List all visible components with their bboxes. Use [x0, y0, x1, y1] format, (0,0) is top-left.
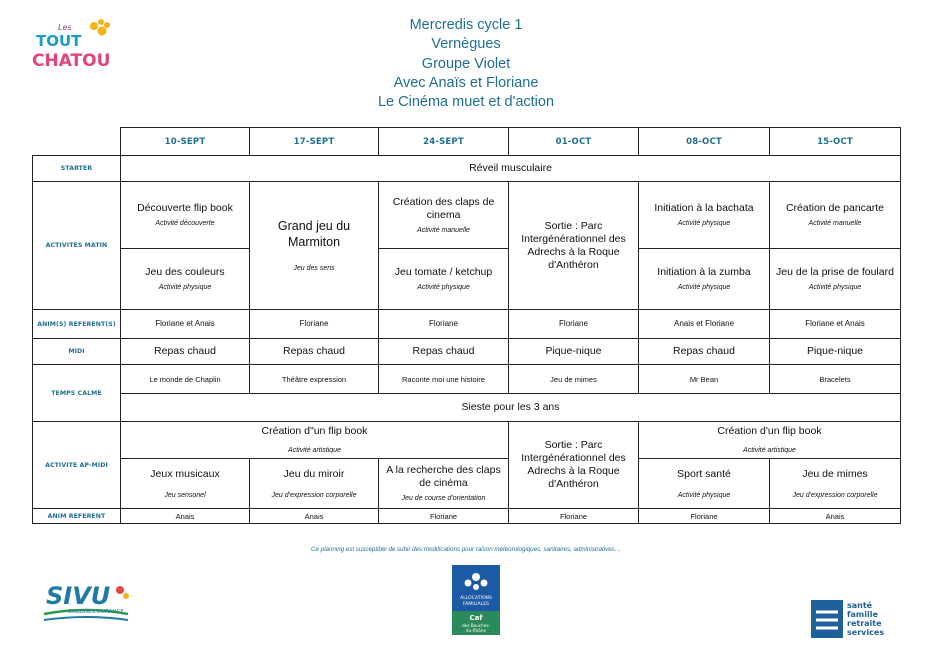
- title-line-theme: Le Cinéma muet et d'action: [377, 94, 555, 111]
- starter-row: [33, 156, 901, 182]
- activity-cell: [639, 182, 770, 249]
- activity-type: Activité artistique: [288, 447, 341, 454]
- schedule-table: [32, 127, 901, 524]
- referents-matin-row: [33, 310, 901, 339]
- activity-type: Jeu d'expression corporelle: [271, 491, 357, 499]
- activity-type: Jeu d'expression corporelle: [792, 491, 878, 499]
- outing-cell: Sortie : Parc Intergénérationnel des Adrechs à la Roque d'Anthéron: [509, 182, 639, 310]
- logo-caf-line1: ALLOCATIONS: [460, 596, 492, 601]
- activity-span-cell: [121, 422, 509, 459]
- activity-type: Activité physique: [417, 284, 470, 291]
- activity-title: Jeu tomate / ketchup: [394, 266, 493, 278]
- logo-msa-line2: famille: [847, 610, 878, 619]
- msa-logo: [811, 598, 901, 640]
- row-label-matin: ACTIVITES MATIN: [33, 182, 121, 310]
- date-header: 15-OCT: [770, 128, 901, 156]
- referents-apmidi-row: [33, 509, 901, 524]
- meal-cell: Pique-nique: [770, 339, 901, 365]
- row-label-starter: STARTER: [33, 156, 121, 182]
- starter-cell: Réveil musculaire: [121, 156, 901, 182]
- activity-title: Création des claps de cinema: [392, 195, 495, 221]
- logo-chatou-main1: TOUT: [36, 32, 82, 50]
- referent-cell: Anais: [121, 509, 250, 524]
- logo-msa-line3: retraite: [847, 619, 882, 628]
- apmidi-row-bottom: [33, 459, 901, 509]
- corner-cell: [33, 128, 121, 156]
- referent-cell: Anais: [250, 509, 379, 524]
- matin-row-top: [33, 182, 901, 249]
- activity-title: Jeux musicaux: [150, 467, 220, 480]
- title-line-place: Vernègues: [431, 36, 501, 53]
- sivu-logo: [40, 578, 132, 624]
- midi-row: [33, 339, 901, 365]
- activity-title: Sport santé: [677, 467, 731, 480]
- row-label-referent-apmidi: ANIM REFERENT: [33, 509, 121, 524]
- activity-cell: [250, 459, 379, 509]
- referent-cell: Floriane: [379, 310, 509, 339]
- logo-caf-line4: des Bouches-: [461, 623, 491, 628]
- sieste-row: [33, 394, 901, 422]
- activity-title: Jeu du miroir: [283, 467, 345, 480]
- referent-cell: Anais et Floriane: [639, 310, 770, 339]
- activity-cell: [639, 459, 770, 509]
- activity-cell: [121, 459, 250, 509]
- activity-cell: [379, 459, 509, 509]
- referent-cell: Floriane: [639, 509, 770, 524]
- date-header: 10-SEPT: [121, 128, 250, 156]
- title-line-animators: Avec Anaïs et Floriane: [393, 74, 539, 91]
- activity-type: Jeu des sens: [293, 265, 335, 272]
- footer-disclaimer: Ce planning est susceptible de subir des modifications pour raison météorologiques, sanitaires, administratives…: [311, 546, 621, 553]
- row-label-referents: ANIM(S) REFERENT(S): [33, 310, 121, 339]
- activity-title: Découverte flip book: [137, 202, 233, 214]
- activity-title: Jeu des couleurs: [145, 266, 225, 278]
- activity-type: Activité physique: [677, 491, 731, 499]
- meal-cell: Pique-nique: [509, 339, 639, 365]
- dates-row: [33, 128, 901, 156]
- activity-type: Activité physique: [677, 220, 731, 227]
- activity-title: Création d"un flip book: [261, 425, 368, 437]
- activity-title: Initiation à la bachata: [654, 202, 754, 214]
- activity-title: A la recherche des claps de cinéma: [386, 464, 501, 489]
- title-block: [300, 16, 632, 112]
- date-header: 08-OCT: [639, 128, 770, 156]
- activity-type: Activité artistique: [743, 447, 796, 454]
- activity-type: Activité manuelle: [417, 226, 470, 234]
- activity-title: Création de pancarte: [785, 202, 885, 214]
- date-header: 01-OCT: [509, 128, 639, 156]
- date-header: 17-SEPT: [250, 128, 379, 156]
- referent-cell: Floriane et Anais: [770, 310, 901, 339]
- quiet-cell: Théâtre expression: [250, 365, 379, 394]
- meal-cell: Repas chaud: [639, 339, 770, 365]
- row-label-calme: TEMPS CALME: [33, 365, 121, 422]
- logo-chatou-small: Les: [58, 23, 72, 32]
- referent-cell: Floriane: [509, 509, 639, 524]
- referent-cell: Anais: [770, 509, 901, 524]
- activity-type: Activité physique: [677, 284, 731, 291]
- quiet-cell: Le monde de Chaplin: [121, 365, 250, 394]
- quiet-cell: Jeu de mimes: [509, 365, 639, 394]
- activity-type: Jeu sensoriel: [164, 491, 206, 499]
- activity-cell: [770, 459, 901, 509]
- nap-cell: Sieste pour les 3 ans: [121, 394, 901, 422]
- logo-caf-line5: du-Rhône: [465, 628, 487, 633]
- logo-chatou-main2: CHATOU: [32, 51, 111, 71]
- referent-cell: Floriane: [379, 509, 509, 524]
- caf-logo: [452, 565, 500, 635]
- quiet-cell: Mr Bean: [639, 365, 770, 394]
- row-label-apmidi: ACTIVITE AP-MIDI: [33, 422, 121, 509]
- title-line-group: Groupe Violet: [421, 55, 511, 72]
- outing-cell: Sortie : Parc Intergénérationnel des Adrechs à la Roque d'Anthéron: [509, 422, 639, 509]
- logo-caf-line3: Caf: [469, 614, 483, 622]
- meal-cell: Repas chaud: [121, 339, 250, 365]
- logo-caf-line2: FAMILIALES: [462, 602, 490, 607]
- activity-title: Création d'un flip book: [717, 425, 822, 437]
- activity-span-cell: [639, 422, 901, 459]
- activity-type: Activité physique: [158, 284, 212, 291]
- activity-cell: [770, 249, 901, 310]
- logo-sivu-main: SIVU: [46, 582, 111, 610]
- activity-cell: [121, 249, 250, 310]
- title-line-cycle: Mercredis cycle 1: [409, 17, 523, 33]
- quiet-cell: Bracelets: [770, 365, 901, 394]
- referent-cell: Floriane et Anais: [121, 310, 250, 339]
- row-label-midi: MIDI: [33, 339, 121, 365]
- activity-cell: [639, 249, 770, 310]
- activity-title: Grand jeu du Marmiton: [277, 219, 351, 249]
- referent-cell: Floriane: [509, 310, 639, 339]
- meal-cell: Repas chaud: [379, 339, 509, 365]
- activity-cell: [379, 182, 509, 249]
- activity-type: Activité manuelle: [808, 220, 862, 227]
- quiet-cell: Raconte moi une histoire: [379, 365, 509, 394]
- activity-cell: [121, 182, 250, 249]
- calme-row: [33, 365, 901, 394]
- activity-title: Jeu de la prise de foulard: [776, 266, 894, 278]
- activity-cell: [379, 249, 509, 310]
- referent-cell: Floriane: [250, 310, 379, 339]
- matin-row-bottom: [33, 249, 901, 310]
- date-header: 24-SEPT: [379, 128, 509, 156]
- activity-type: Activité découverte: [155, 220, 215, 227]
- activity-cell: [250, 182, 379, 310]
- activity-cell: [770, 182, 901, 249]
- apmidi-row-top: [33, 422, 901, 459]
- activity-type: Jeu de course d'orientation: [401, 495, 486, 502]
- logo-msa-line4: services: [847, 628, 885, 637]
- activity-title: Jeu de mimes: [802, 467, 868, 480]
- tout-chatou-logo: [30, 16, 122, 76]
- activity-title: Initiation à la zumba: [657, 266, 751, 278]
- logo-sivu-sub: COLLINES DURANCE: [68, 609, 124, 615]
- activity-type: Activité physique: [808, 284, 862, 291]
- logo-msa-line1: santé: [847, 601, 873, 610]
- meal-cell: Repas chaud: [250, 339, 379, 365]
